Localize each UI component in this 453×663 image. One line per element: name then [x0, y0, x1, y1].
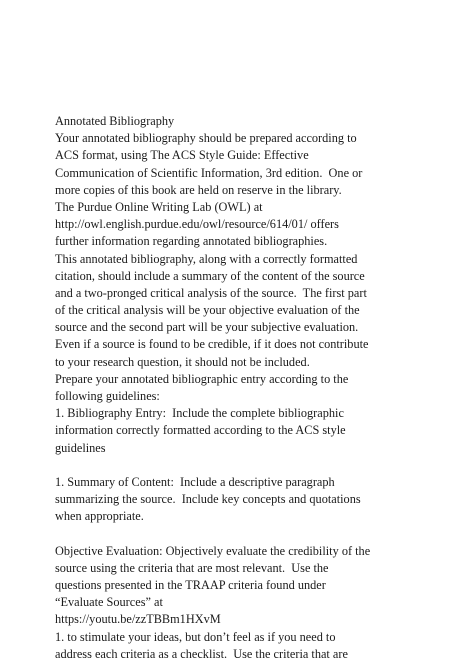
- text-line: source using the criteria that are most relevant. Use the: [55, 560, 329, 575]
- text-line: Even if a source is found to be credible, if it does not contribute: [55, 337, 369, 352]
- text-line: “Evaluate Sources” at: [55, 595, 163, 610]
- text-line: and a two-pronged critical analysis of the source. The first part: [55, 285, 367, 300]
- text-line: to your research question, it should not be included.: [55, 354, 310, 369]
- blank-line: [55, 457, 447, 474]
- text-line: 1. to stimulate your ideas, but don’t feel as if you need to: [55, 629, 336, 644]
- text-line: Your annotated bibliography should be prepared according to: [55, 131, 357, 146]
- text-line: citation, should include a summary of the content of the source: [55, 268, 365, 283]
- text-line: This annotated bibliography, along with a correctly formatted: [55, 251, 358, 266]
- text-line: address each criteria as a checklist. Use the criteria that are: [55, 646, 348, 661]
- text-line: information correctly formatted according to the ACS style: [55, 423, 346, 438]
- text-line: Communication of Scientific Information, 3rd edition. One or: [55, 165, 363, 180]
- text-line: summarizing the source. Include key concepts and quotations: [55, 492, 361, 507]
- blank-line: [55, 526, 447, 543]
- text-line: source and the second part will be your subjective evaluation.: [55, 320, 359, 335]
- text-line: ACS format, using The ACS Style Guide: Effective: [55, 148, 309, 163]
- text-line: following guidelines:: [55, 389, 160, 403]
- guideline-objective-evaluation: Objective Evaluation: Objectively evaluate the credibility of the: [55, 543, 371, 558]
- document-body: [55, 113, 447, 663]
- text-line: The Purdue Online Writing Lab (OWL) at: [55, 199, 263, 214]
- guideline-summary-of-content: 1. Summary of Content: Include a descriptive paragraph: [55, 474, 335, 489]
- guideline-bibliography-entry: 1. Bibliography Entry: Include the complete bibliographic: [55, 406, 344, 421]
- text-line: Prepare your annotated bibliographic entry according to the: [55, 371, 349, 386]
- text-line: questions presented in the TRAAP criteria found under: [55, 578, 326, 593]
- text-line: of the critical analysis will be your objective evaluation of the: [55, 303, 360, 318]
- document-title: Annotated Bibliography: [55, 114, 175, 128]
- text-line: further information regarding annotated bibliographies.: [55, 234, 328, 249]
- text-line: when appropriate.: [55, 509, 144, 524]
- text-line: more copies of this book are held on reserve in the library.: [55, 182, 342, 197]
- youtube-url-line: https://youtu.be/zzTBBm1HXvM: [55, 612, 221, 627]
- owl-url-line: http://owl.english.purdue.edu/owl/resource/614/01/ offers: [55, 217, 339, 232]
- text-line: guidelines: [55, 440, 106, 455]
